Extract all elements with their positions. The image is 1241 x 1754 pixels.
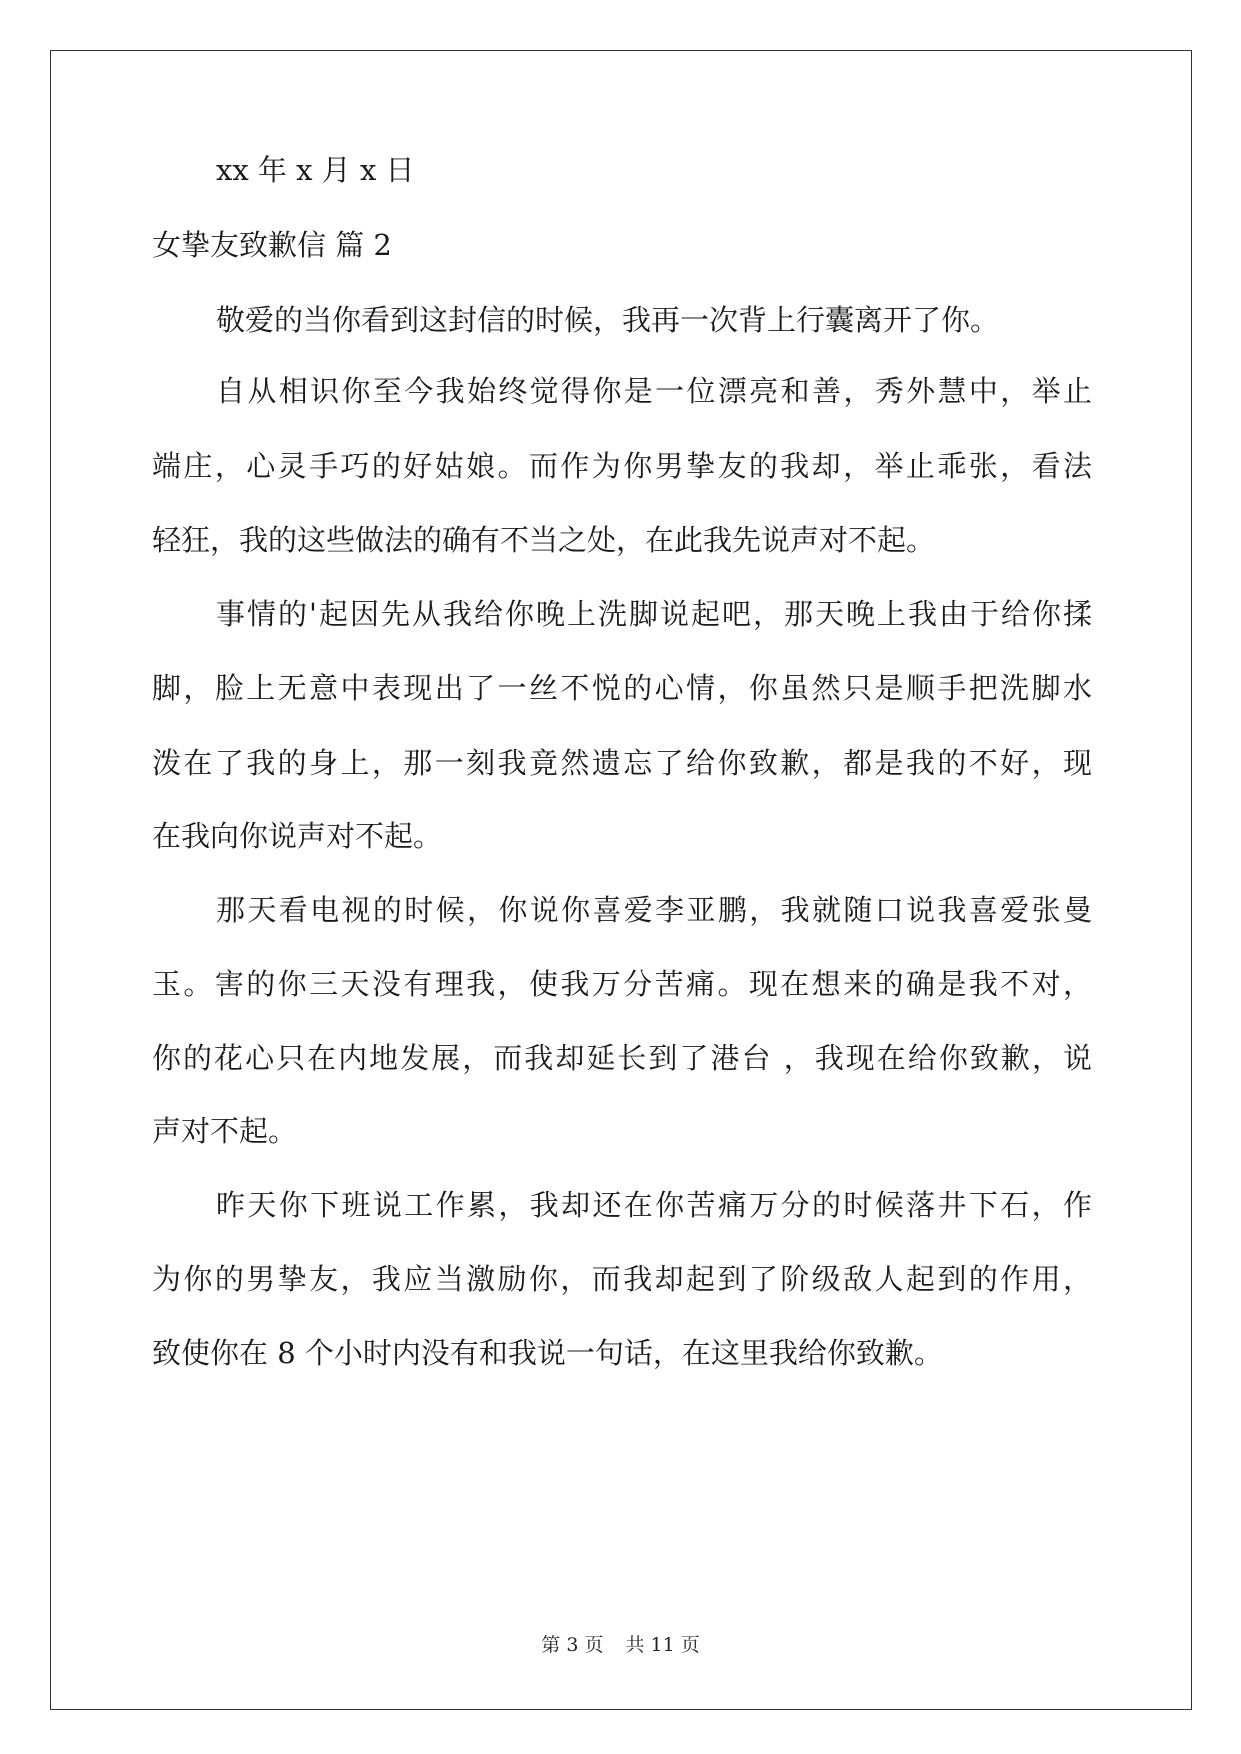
paragraph-line: 为你的男挚友，我应当激励你，而我却起到了阶级敌人起到的作用， xyxy=(152,1262,1092,1296)
paragraph-line: 事情的'起因先从我给你晚上洗脚说起吧，那天晚上我由于给你揉 xyxy=(216,597,1092,631)
page-total: 共 11 页 xyxy=(625,1634,700,1656)
page-number: 第 3 页 xyxy=(541,1634,604,1656)
paragraph-line: 声对不起。 xyxy=(152,1114,298,1148)
paragraph-line: 昨天你下班说工作累，我却还在你苦痛万分的时候落井下石，作 xyxy=(216,1188,1092,1222)
paragraph-line: 自从相识你至今我始终觉得你是一位漂亮和善，秀外慧中，举止 xyxy=(216,374,1092,408)
paragraph-line: 在我向你说声对不起。 xyxy=(152,819,443,853)
paragraph-line: 致使你在 8 个小时内没有和我说一句话，在这里我给你致歉。 xyxy=(152,1336,943,1370)
paragraph-line: 轻狂，我的这些做法的确有不当之处，在此我先说声对不起。 xyxy=(152,523,936,557)
date-line: xx 年 x 月 x 日 xyxy=(216,153,415,187)
page-footer xyxy=(0,1632,1241,1658)
paragraph-line: 玉。害的你三天没有理我，使我万分苦痛。现在想来的确是我不对， xyxy=(152,967,1092,1001)
section-title: 女挚友致歉信 篇 2 xyxy=(152,228,392,262)
paragraph-line: 敬爱的当你看到这封信的时候，我再一次背上行囊离开了你。 xyxy=(216,303,1000,337)
page-border xyxy=(50,50,1192,1710)
paragraph-line: 你的花心只在内地发展，而我却延长到了港台 ，我现在给你致歉，说 xyxy=(152,1041,1092,1075)
paragraph-line: 泼在了我的身上，那一刻我竟然遗忘了给你致歉，都是我的不好，现 xyxy=(152,746,1092,780)
paragraph-line: 那天看电视的时候，你说你喜爱李亚鹏，我就随口说我喜爱张曼 xyxy=(216,893,1092,927)
paragraph-line: 端庄，心灵手巧的好姑娘。而作为你男挚友的我却，举止乖张，看法 xyxy=(152,449,1092,483)
paragraph-line: 脚，脸上无意中表现出了一丝不悦的心情，你虽然只是顺手把洗脚水 xyxy=(152,671,1092,705)
